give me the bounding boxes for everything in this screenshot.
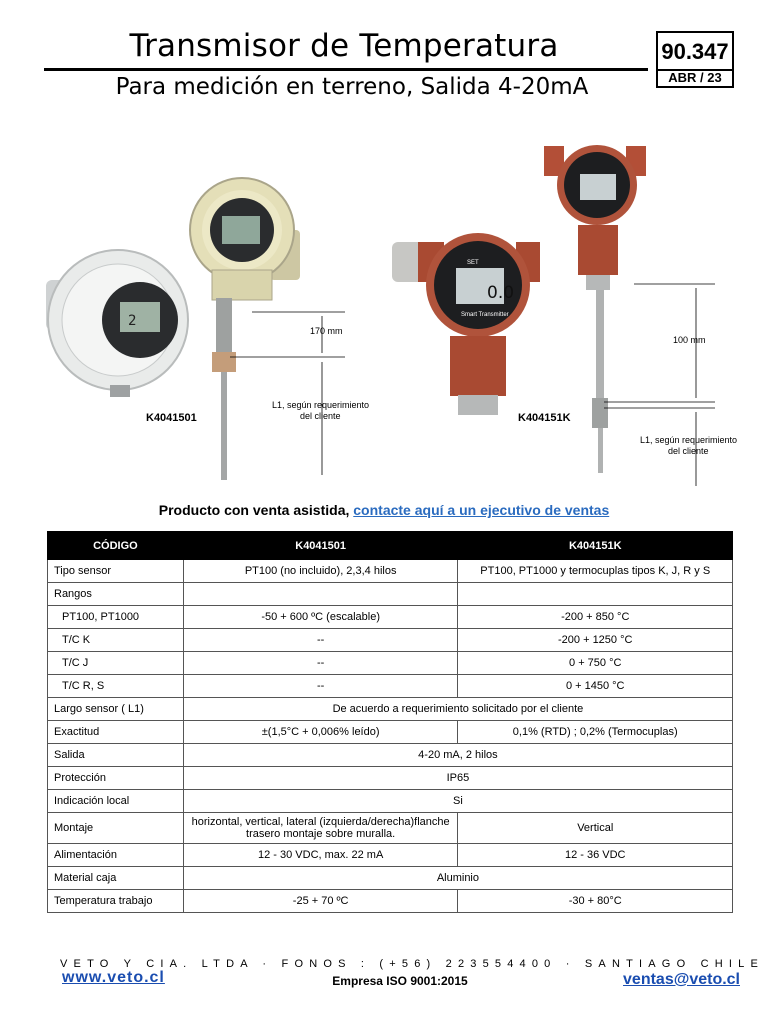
- row-label: PT100, PT1000: [48, 606, 184, 629]
- right-model-label: K404151K: [518, 412, 571, 424]
- spec-table: [47, 531, 733, 913]
- row-label: Salida: [48, 744, 184, 767]
- right-display-value: 0.0: [487, 283, 515, 303]
- footer-contact: VETO Y CIA. LTDA · FONOS : (+56) 223554400 · SANTIAGO CHILE: [60, 958, 764, 970]
- cell-b: 0,1% (RTD) ; 0,2% (Termocuplas): [458, 721, 733, 744]
- cell-a: --: [183, 652, 458, 675]
- title-rule: [44, 68, 648, 71]
- table-row: [48, 890, 733, 913]
- white-housing-image: [46, 250, 188, 397]
- cell-b: 12 - 36 VDC: [458, 844, 733, 867]
- product-images: [0, 130, 768, 490]
- cell-b: Vertical: [458, 813, 733, 844]
- left-dim-bottom-line1: L1, según requerimiento: [272, 400, 370, 410]
- table-row: [48, 844, 733, 867]
- row-label: Alimentación: [48, 844, 184, 867]
- table-row: [48, 813, 733, 844]
- cell-a: horizontal, vertical, lateral (izquierda/derecha)flanche trasero montaje sobre muralla.: [183, 813, 458, 844]
- row-label: Largo sensor ( L1): [48, 698, 184, 721]
- email-link[interactable]: ventas@veto.cl: [623, 971, 740, 988]
- cell-span: Aluminio: [183, 867, 732, 890]
- iso-certification: Empresa ISO 9001:2015: [332, 974, 468, 988]
- cell-b: 0 + 750 °C: [458, 652, 733, 675]
- row-label: T/C R, S: [48, 675, 184, 698]
- cell-b: 0 + 1450 °C: [458, 675, 733, 698]
- cell-a: ±(1,5°C + 0,006% leído): [183, 721, 458, 744]
- header-model-b: K404151K: [458, 532, 733, 560]
- right-dim-top: 100 mm: [673, 335, 706, 345]
- cell-a: 12 - 30 VDC, max. 22 mA: [183, 844, 458, 867]
- left-dim-top: 170 mm: [310, 326, 343, 336]
- table-row: [48, 606, 733, 629]
- table-row: [48, 721, 733, 744]
- cell-b: -200 + 1250 °C: [458, 629, 733, 652]
- table-header-row: [48, 532, 733, 560]
- assisted-sale-notice: [0, 502, 768, 518]
- table-row: [48, 560, 733, 583]
- row-label: Protección: [48, 767, 184, 790]
- cell-b: -200 + 850 °C: [458, 606, 733, 629]
- table-row: [48, 675, 733, 698]
- cell-a: -25 + 70 ºC: [183, 890, 458, 913]
- cell-span: 4-20 mA, 2 hilos: [183, 744, 732, 767]
- table-row: [48, 583, 733, 606]
- header-code: CÓDIGO: [48, 532, 184, 560]
- cell-span: De acuerdo a requerimiento solicitado por el cliente: [183, 698, 732, 721]
- row-label: Temperatura trabajo: [48, 890, 184, 913]
- table-row: [48, 698, 733, 721]
- row-label: T/C K: [48, 629, 184, 652]
- cell-span: Si: [183, 790, 732, 813]
- document-date: ABR / 23: [668, 70, 722, 85]
- cell-a: --: [183, 675, 458, 698]
- row-label: Tipo sensor: [48, 560, 184, 583]
- table-row: [48, 790, 733, 813]
- row-label: Rangos: [48, 583, 184, 606]
- left-dim-bottom-line2: del cliente: [300, 411, 341, 421]
- cell-b: PT100, PT1000 y termocuplas tipos K, J, R y S: [458, 560, 733, 583]
- table-row: [48, 629, 733, 652]
- cell-span: IP65: [183, 767, 732, 790]
- assisted-sale-text: Producto con venta asistida,: [158, 502, 350, 518]
- page-subtitle: Para medición en terreno, Salida 4-20mA: [115, 74, 589, 100]
- right-dim-bottom-line2: del cliente: [668, 446, 709, 456]
- table-row: [48, 652, 733, 675]
- right-set-label: SET: [467, 260, 479, 266]
- header-model-a: K4041501: [183, 532, 458, 560]
- row-label: Montaje: [48, 813, 184, 844]
- table-row: [48, 867, 733, 890]
- document-code-box: [656, 31, 734, 88]
- website-link[interactable]: www.veto.cl: [62, 969, 165, 986]
- row-label: T/C J: [48, 652, 184, 675]
- beige-housing-image: [190, 178, 300, 480]
- cell-b: -30 + 80°C: [458, 890, 733, 913]
- cell-a: -50 + 600 ºC (escalable): [183, 606, 458, 629]
- cell-b: [458, 583, 733, 606]
- svg-text:2: 2: [128, 313, 137, 329]
- table-row: [48, 767, 733, 790]
- row-label: Exactitud: [48, 721, 184, 744]
- document-code: 90.347: [658, 35, 732, 71]
- cell-a: [183, 583, 458, 606]
- cell-a: PT100 (no incluido), 2,3,4 hilos: [183, 560, 458, 583]
- right-dim-bottom-line1: L1, según requerimiento: [640, 435, 738, 445]
- contact-sales-link[interactable]: contacte aquí a un ejecutivo de ventas: [353, 502, 610, 518]
- page-title: Transmisor de Temperatura: [129, 28, 559, 64]
- table-row: [48, 744, 733, 767]
- left-dimension-lines: [230, 312, 345, 475]
- right-display-label: Smart Transmitter: [461, 312, 509, 318]
- left-model-label: K4041501: [146, 412, 197, 424]
- row-label: Indicación local: [48, 790, 184, 813]
- cell-a: --: [183, 629, 458, 652]
- row-label: Material caja: [48, 867, 184, 890]
- red-housing-image: [392, 233, 540, 415]
